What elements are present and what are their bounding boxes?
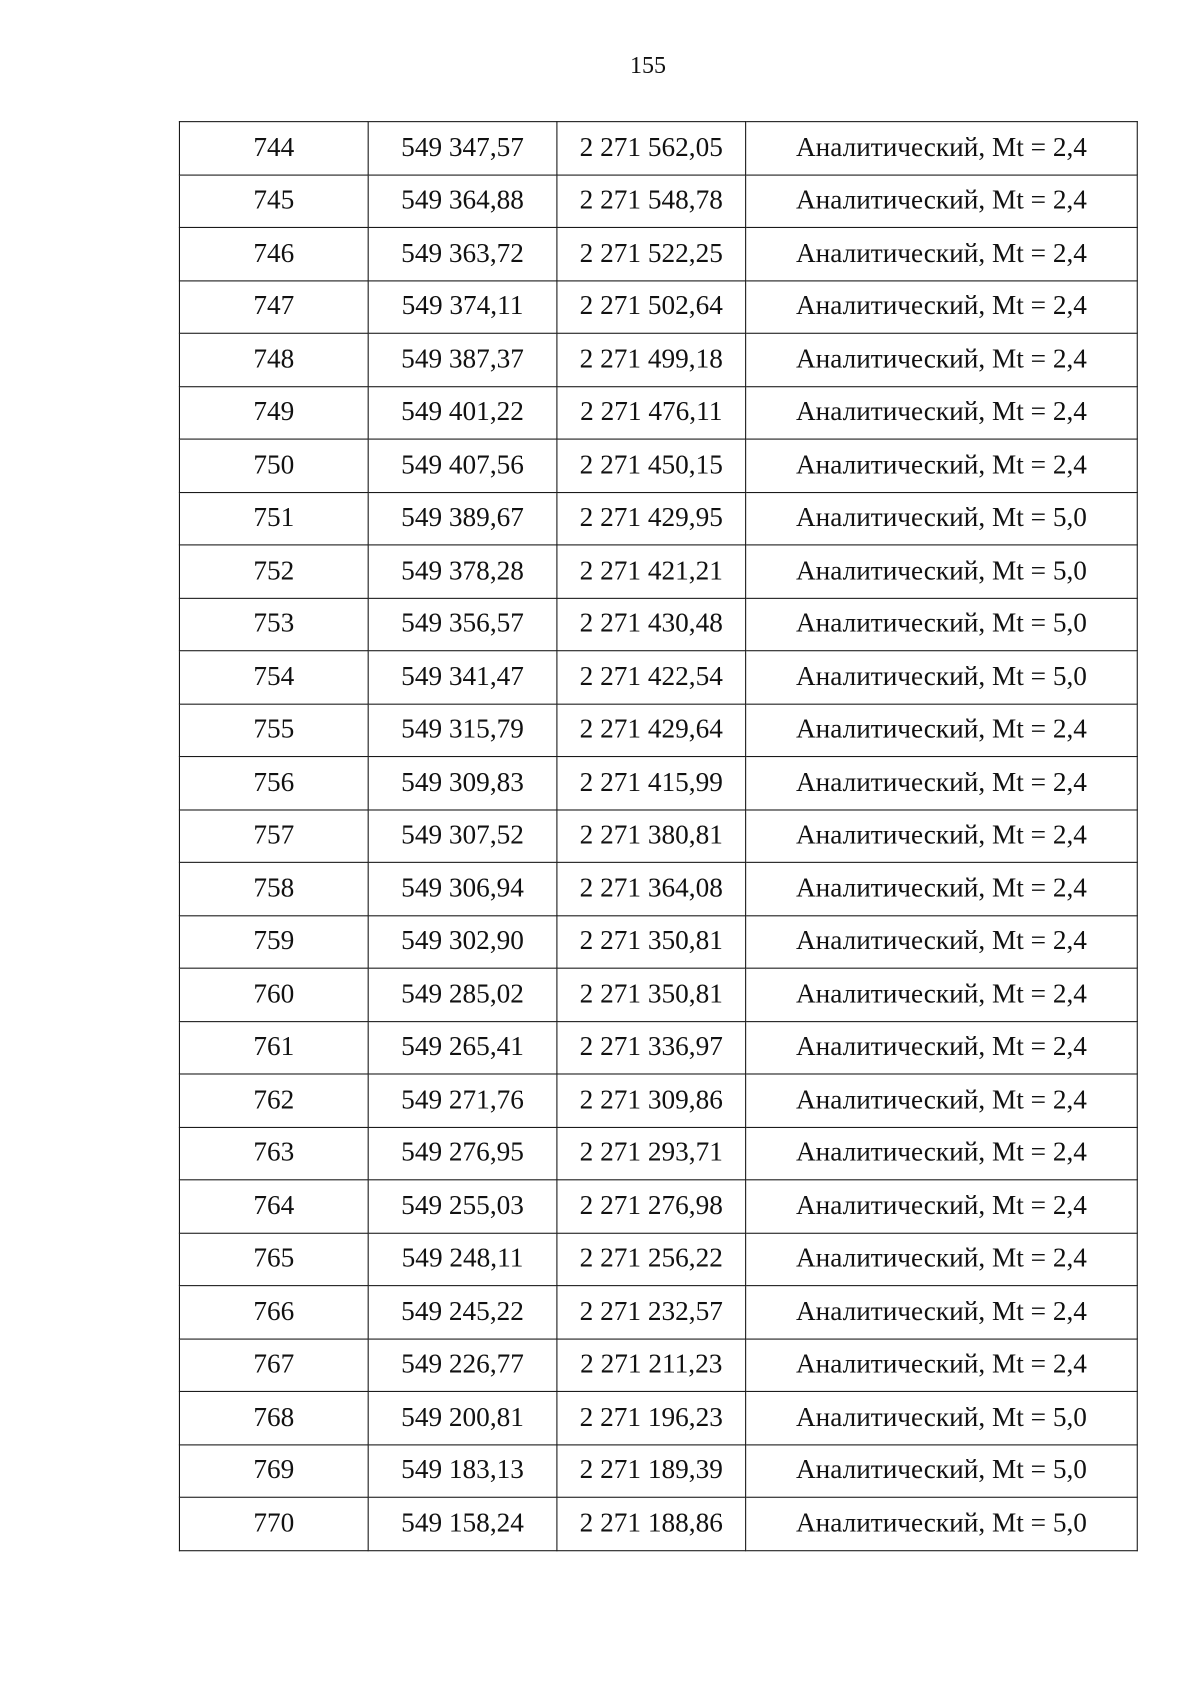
method-cell: Аналитический, Mt = 2,4 [746, 227, 1138, 280]
x-coordinate-cell: 549 200,81 [368, 1391, 557, 1444]
point-number-cell: 758 [179, 862, 368, 915]
point-number-cell: 752 [179, 545, 368, 598]
x-coordinate-cell: 549 407,56 [368, 439, 557, 492]
point-number-cell: 746 [179, 227, 368, 280]
table-row [179, 1286, 1137, 1339]
point-number-cell: 764 [179, 1180, 368, 1233]
table-row [179, 862, 1137, 915]
y-coordinate-cell: 2 271 350,81 [557, 968, 746, 1021]
point-number-cell: 767 [179, 1339, 368, 1392]
y-coordinate-cell: 2 271 364,08 [557, 862, 746, 915]
x-coordinate-cell: 549 271,76 [368, 1074, 557, 1127]
point-number-cell: 753 [179, 598, 368, 651]
point-number-cell: 751 [179, 492, 368, 545]
point-number-cell: 765 [179, 1233, 368, 1286]
point-number-cell: 759 [179, 915, 368, 968]
y-coordinate-cell: 2 271 522,25 [557, 227, 746, 280]
x-coordinate-cell: 549 302,90 [368, 915, 557, 968]
page-number: 155 [629, 51, 666, 79]
y-coordinate-cell: 2 271 336,97 [557, 1021, 746, 1074]
point-number-cell: 770 [179, 1497, 368, 1550]
method-cell: Аналитический, Mt = 2,4 [746, 1021, 1138, 1074]
y-coordinate-cell: 2 271 430,48 [557, 598, 746, 651]
point-number-cell: 745 [179, 175, 368, 228]
y-coordinate-cell: 2 271 188,86 [557, 1497, 746, 1550]
table-row [179, 227, 1137, 280]
table-row [179, 598, 1137, 651]
y-coordinate-cell: 2 271 502,64 [557, 280, 746, 333]
y-coordinate-cell: 2 271 189,39 [557, 1444, 746, 1497]
y-coordinate-cell: 2 271 422,54 [557, 651, 746, 704]
y-coordinate-cell: 2 271 350,81 [557, 915, 746, 968]
method-cell: Аналитический, Mt = 5,0 [746, 545, 1138, 598]
point-number-cell: 768 [179, 1391, 368, 1444]
point-number-cell: 754 [179, 651, 368, 704]
y-coordinate-cell: 2 271 548,78 [557, 175, 746, 228]
y-coordinate-cell: 2 271 450,15 [557, 439, 746, 492]
table-row [179, 386, 1137, 439]
x-coordinate-cell: 549 389,67 [368, 492, 557, 545]
table-row [179, 333, 1137, 386]
point-number-cell: 769 [179, 1444, 368, 1497]
y-coordinate-cell: 2 271 276,98 [557, 1180, 746, 1233]
y-coordinate-cell: 2 271 499,18 [557, 333, 746, 386]
table-row [179, 757, 1137, 810]
method-cell: Аналитический, Mt = 2,4 [746, 915, 1138, 968]
method-cell: Аналитический, Mt = 2,4 [746, 439, 1138, 492]
y-coordinate-cell: 2 271 309,86 [557, 1074, 746, 1127]
table-row [179, 492, 1137, 545]
x-coordinate-cell: 549 245,22 [368, 1286, 557, 1339]
method-cell: Аналитический, Mt = 2,4 [746, 862, 1138, 915]
point-number-cell: 760 [179, 968, 368, 1021]
x-coordinate-cell: 549 158,24 [368, 1497, 557, 1550]
y-coordinate-cell: 2 271 415,99 [557, 757, 746, 810]
y-coordinate-cell: 2 271 421,21 [557, 545, 746, 598]
method-cell: Аналитический, Mt = 2,4 [746, 1339, 1138, 1392]
x-coordinate-cell: 549 265,41 [368, 1021, 557, 1074]
table-row [179, 1497, 1137, 1550]
x-coordinate-cell: 549 356,57 [368, 598, 557, 651]
y-coordinate-cell: 2 271 476,11 [557, 386, 746, 439]
x-coordinate-cell: 549 248,11 [368, 1233, 557, 1286]
table-row [179, 1021, 1137, 1074]
x-coordinate-cell: 549 276,95 [368, 1127, 557, 1180]
method-cell: Аналитический, Mt = 2,4 [746, 1233, 1138, 1286]
method-cell: Аналитический, Mt = 5,0 [746, 492, 1138, 545]
x-coordinate-cell: 549 226,77 [368, 1339, 557, 1392]
method-cell: Аналитический, Mt = 5,0 [746, 1391, 1138, 1444]
method-cell: Аналитический, Mt = 2,4 [746, 333, 1138, 386]
y-coordinate-cell: 2 271 429,64 [557, 704, 746, 757]
y-coordinate-cell: 2 271 380,81 [557, 809, 746, 862]
x-coordinate-cell: 549 255,03 [368, 1180, 557, 1233]
point-number-cell: 748 [179, 333, 368, 386]
method-cell: Аналитический, Mt = 2,4 [746, 122, 1138, 175]
table-row [179, 968, 1137, 1021]
method-cell: Аналитический, Mt = 2,4 [746, 704, 1138, 757]
table-row [179, 1444, 1137, 1497]
x-coordinate-cell: 549 307,52 [368, 809, 557, 862]
table-row [179, 809, 1137, 862]
table-row [179, 915, 1137, 968]
x-coordinate-cell: 549 341,47 [368, 651, 557, 704]
y-coordinate-cell: 2 271 293,71 [557, 1127, 746, 1180]
x-coordinate-cell: 549 285,02 [368, 968, 557, 1021]
method-cell: Аналитический, Mt = 2,4 [746, 280, 1138, 333]
point-number-cell: 747 [179, 280, 368, 333]
method-cell: Аналитический, Mt = 5,0 [746, 598, 1138, 651]
method-cell: Аналитический, Mt = 5,0 [746, 651, 1138, 704]
table-row [179, 704, 1137, 757]
x-coordinate-cell: 549 306,94 [368, 862, 557, 915]
point-number-cell: 763 [179, 1127, 368, 1180]
method-cell: Аналитический, Mt = 2,4 [746, 175, 1138, 228]
method-cell: Аналитический, Mt = 2,4 [746, 757, 1138, 810]
table-row [179, 1339, 1137, 1392]
table-row [179, 1180, 1137, 1233]
table-row [179, 175, 1137, 228]
y-coordinate-cell: 2 271 562,05 [557, 122, 746, 175]
x-coordinate-cell: 549 387,37 [368, 333, 557, 386]
x-coordinate-cell: 549 363,72 [368, 227, 557, 280]
point-number-cell: 766 [179, 1286, 368, 1339]
table-row [179, 545, 1137, 598]
coordinates-table-body [179, 122, 1137, 1551]
method-cell: Аналитический, Mt = 2,4 [746, 1074, 1138, 1127]
table-row [179, 651, 1137, 704]
table-row [179, 1074, 1137, 1127]
y-coordinate-cell: 2 271 196,23 [557, 1391, 746, 1444]
x-coordinate-cell: 549 347,57 [368, 122, 557, 175]
method-cell: Аналитический, Mt = 2,4 [746, 1127, 1138, 1180]
point-number-cell: 762 [179, 1074, 368, 1127]
method-cell: Аналитический, Mt = 2,4 [746, 1286, 1138, 1339]
method-cell: Аналитический, Mt = 5,0 [746, 1444, 1138, 1497]
method-cell: Аналитический, Mt = 2,4 [746, 386, 1138, 439]
point-number-cell: 744 [179, 122, 368, 175]
x-coordinate-cell: 549 401,22 [368, 386, 557, 439]
point-number-cell: 749 [179, 386, 368, 439]
x-coordinate-cell: 549 364,88 [368, 175, 557, 228]
x-coordinate-cell: 549 374,11 [368, 280, 557, 333]
table-row [179, 280, 1137, 333]
y-coordinate-cell: 2 271 211,23 [557, 1339, 746, 1392]
method-cell: Аналитический, Mt = 5,0 [746, 1497, 1138, 1550]
x-coordinate-cell: 549 183,13 [368, 1444, 557, 1497]
table-row [179, 1391, 1137, 1444]
x-coordinate-cell: 549 309,83 [368, 757, 557, 810]
point-number-cell: 756 [179, 757, 368, 810]
x-coordinate-cell: 549 378,28 [368, 545, 557, 598]
table-row [179, 122, 1137, 175]
method-cell: Аналитический, Mt = 2,4 [746, 1180, 1138, 1233]
y-coordinate-cell: 2 271 256,22 [557, 1233, 746, 1286]
method-cell: Аналитический, Mt = 2,4 [746, 968, 1138, 1021]
table-row [179, 1233, 1137, 1286]
x-coordinate-cell: 549 315,79 [368, 704, 557, 757]
point-number-cell: 750 [179, 439, 368, 492]
y-coordinate-cell: 2 271 429,95 [557, 492, 746, 545]
point-number-cell: 757 [179, 809, 368, 862]
point-number-cell: 755 [179, 704, 368, 757]
point-number-cell: 761 [179, 1021, 368, 1074]
coordinates-table [179, 121, 1138, 1551]
y-coordinate-cell: 2 271 232,57 [557, 1286, 746, 1339]
table-row [179, 439, 1137, 492]
method-cell: Аналитический, Mt = 2,4 [746, 809, 1138, 862]
table-row [179, 1127, 1137, 1180]
